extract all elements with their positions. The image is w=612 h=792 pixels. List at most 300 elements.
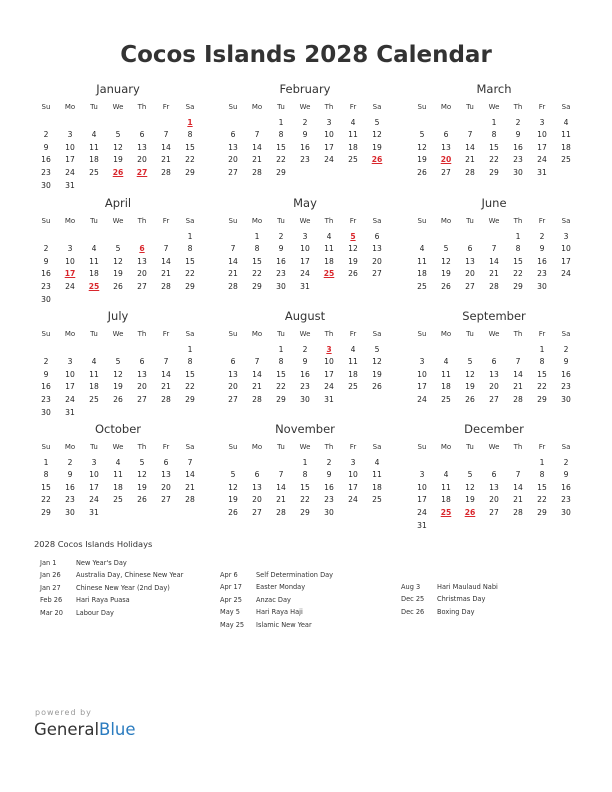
- day-cell: 10: [89, 470, 99, 480]
- day-cell: 12: [113, 142, 123, 152]
- month-name: November: [275, 422, 335, 436]
- day-cell: 27: [441, 167, 451, 177]
- empty-cell: [506, 344, 530, 357]
- day-cell: 16: [300, 369, 310, 379]
- day-cell: 14: [252, 369, 262, 379]
- day-cell: 23: [537, 269, 547, 279]
- day-cell: 9: [278, 244, 284, 254]
- weekday-header: Mo: [251, 330, 263, 338]
- day-cell: 13: [137, 256, 147, 266]
- empty-cell: [410, 457, 434, 470]
- month-january: [34, 82, 202, 192]
- empty-cell: [245, 117, 269, 130]
- holiday-date-label: May 25: [220, 620, 245, 629]
- day-cell: 12: [228, 482, 238, 492]
- holiday-row: [401, 606, 498, 618]
- month-grid: [34, 441, 202, 520]
- holiday-name: Australia Day, Chinese New Year: [76, 571, 184, 580]
- day-cell: 19: [372, 369, 382, 379]
- holiday-name: Boxing Day: [437, 607, 475, 616]
- holiday-date-label: Dec 26: [401, 607, 425, 616]
- day-cell: 17: [417, 495, 427, 505]
- weekday-header: Th: [137, 443, 147, 451]
- day-cell: 5: [115, 130, 121, 140]
- day-cell: 10: [561, 244, 571, 254]
- day-cell: 24: [417, 394, 427, 404]
- day-cell: 22: [537, 382, 547, 392]
- day-cell: 7: [163, 244, 169, 254]
- day-cell: 10: [537, 130, 547, 140]
- day-cell: 24: [324, 382, 334, 392]
- day-cell: 18: [372, 482, 382, 492]
- empty-cell: [34, 231, 58, 244]
- day-cell: 28: [185, 495, 195, 505]
- weekday-header: Tu: [277, 103, 285, 111]
- day-cell: 13: [137, 142, 147, 152]
- day-cell: 8: [43, 470, 49, 480]
- day-cell: 9: [43, 256, 49, 266]
- day-cell: 26: [465, 394, 475, 404]
- weekday-header: Fr: [162, 217, 170, 225]
- month-name: April: [104, 196, 132, 210]
- day-cell: 17: [417, 382, 427, 392]
- day-cell: 15: [513, 256, 523, 266]
- day-cell: 19: [348, 256, 358, 266]
- holiday-date: 6: [139, 244, 145, 254]
- day-cell: 31: [65, 407, 75, 417]
- day-cell: 24: [348, 495, 358, 505]
- day-cell: 23: [561, 495, 571, 505]
- day-cell: 28: [276, 507, 286, 517]
- day-cell: 12: [372, 130, 382, 140]
- empty-cell: [34, 344, 58, 357]
- day-cell: 14: [185, 470, 195, 480]
- day-cell: 25: [561, 155, 571, 165]
- day-cell: 4: [350, 117, 356, 127]
- month-november: [221, 422, 389, 520]
- day-cell: 3: [326, 117, 332, 127]
- day-cell: 9: [43, 369, 49, 379]
- day-cell: 19: [417, 155, 427, 165]
- day-cell: 24: [561, 269, 571, 279]
- day-cell: 12: [441, 256, 451, 266]
- day-cell: 12: [417, 142, 427, 152]
- day-cell: 19: [113, 382, 123, 392]
- day-cell: 5: [467, 357, 473, 367]
- weekday-header: Su: [41, 330, 51, 338]
- logo-general: General: [34, 720, 100, 739]
- day-cell: 11: [113, 470, 123, 480]
- weekday-header: Mo: [251, 443, 263, 451]
- day-cell: 19: [113, 269, 123, 279]
- day-cell: 1: [43, 457, 49, 467]
- holiday-date: 25: [88, 281, 100, 291]
- day-cell: 15: [185, 256, 195, 266]
- holiday-date-label: Jan 26: [40, 571, 61, 580]
- day-cell: 5: [374, 344, 380, 354]
- month-july: [34, 309, 202, 419]
- day-cell: 20: [252, 495, 262, 505]
- empty-cell: [245, 457, 269, 470]
- day-cell: 14: [276, 482, 286, 492]
- day-cell: 23: [324, 495, 334, 505]
- day-cell: 29: [252, 281, 262, 291]
- empty-cell: [82, 344, 106, 357]
- weekday-header: We: [488, 330, 500, 338]
- day-cell: 10: [348, 470, 358, 480]
- day-cell: 30: [65, 507, 75, 517]
- month-grid: [221, 101, 389, 180]
- weekday-header: We: [112, 217, 124, 225]
- day-cell: 6: [139, 130, 145, 140]
- day-cell: 24: [65, 281, 75, 291]
- day-cell: 13: [465, 256, 475, 266]
- day-cell: 27: [137, 394, 147, 404]
- day-cell: 26: [372, 382, 382, 392]
- empty-cell: [58, 231, 82, 244]
- empty-cell: [154, 344, 178, 357]
- day-cell: 15: [300, 482, 310, 492]
- day-cell: 27: [465, 281, 475, 291]
- holiday-row: [220, 619, 333, 631]
- weekday-header: We: [299, 330, 311, 338]
- day-cell: 6: [139, 357, 145, 367]
- day-cell: 23: [41, 394, 51, 404]
- day-cell: 21: [252, 155, 262, 165]
- holiday-name: Hari Raya Haji: [256, 608, 303, 617]
- day-cell: 11: [89, 369, 99, 379]
- day-cell: 13: [228, 142, 238, 152]
- day-cell: 26: [113, 281, 123, 291]
- day-cell: 22: [276, 382, 286, 392]
- day-cell: 6: [443, 130, 449, 140]
- month-march: [410, 82, 578, 180]
- day-cell: 24: [537, 155, 547, 165]
- empty-cell: [410, 231, 434, 244]
- weekday-header: Sa: [561, 103, 571, 111]
- month-grid: [34, 215, 202, 306]
- day-cell: 30: [324, 507, 334, 517]
- empty-cell: [154, 231, 178, 244]
- day-cell: 22: [185, 269, 195, 279]
- holiday-row: [40, 582, 183, 594]
- weekday-header: Fr: [538, 330, 546, 338]
- weekday-header: Fr: [349, 330, 357, 338]
- day-cell: 29: [185, 167, 195, 177]
- weekday-header: Sa: [185, 330, 195, 338]
- empty-cell: [106, 344, 130, 357]
- holiday-date-label: Feb 26: [40, 596, 63, 605]
- day-cell: 7: [515, 470, 521, 480]
- holiday-row: [40, 607, 183, 619]
- day-cell: 11: [348, 357, 358, 367]
- day-cell: 4: [91, 357, 97, 367]
- weekday-header: Th: [137, 330, 147, 338]
- day-cell: 23: [300, 382, 310, 392]
- day-cell: 17: [561, 256, 571, 266]
- empty-cell: [482, 457, 506, 470]
- day-cell: 1: [187, 231, 193, 241]
- weekday-header: We: [299, 103, 311, 111]
- month-august: [221, 309, 389, 407]
- day-cell: 3: [302, 231, 308, 241]
- generalblue-logo: [34, 720, 136, 739]
- weekday-header: Mo: [440, 103, 452, 111]
- weekday-header: Th: [513, 443, 523, 451]
- holiday-name: Hari Maulaud Nabi: [437, 583, 498, 591]
- day-cell: 12: [113, 369, 123, 379]
- weekday-header: Mo: [251, 103, 263, 111]
- weekday-header: Fr: [162, 443, 170, 451]
- day-cell: 16: [300, 142, 310, 152]
- day-cell: 9: [302, 357, 308, 367]
- day-cell: 24: [300, 269, 310, 279]
- holiday-name: Labour Day: [76, 608, 114, 617]
- day-cell: 5: [139, 457, 145, 467]
- day-cell: 14: [252, 142, 262, 152]
- empty-cell: [482, 231, 506, 244]
- weekday-header: Mo: [440, 217, 452, 225]
- day-cell: 6: [491, 357, 497, 367]
- empty-cell: [458, 344, 482, 357]
- day-cell: 20: [372, 256, 382, 266]
- month-name: September: [462, 309, 526, 323]
- day-cell: 29: [513, 281, 523, 291]
- day-cell: 4: [443, 470, 449, 480]
- weekday-header: Fr: [349, 217, 357, 225]
- month-name: July: [107, 309, 129, 323]
- day-cell: 27: [137, 281, 147, 291]
- day-cell: 20: [228, 155, 238, 165]
- day-cell: 24: [417, 507, 427, 517]
- day-cell: 29: [41, 507, 51, 517]
- holiday-date-label: Apr 6: [220, 571, 238, 579]
- month-october: [34, 422, 202, 520]
- empty-cell: [434, 231, 458, 244]
- day-cell: 17: [348, 482, 358, 492]
- empty-cell: [221, 117, 245, 130]
- day-cell: 17: [89, 482, 99, 492]
- day-cell: 7: [515, 357, 521, 367]
- day-cell: 14: [161, 256, 171, 266]
- day-cell: 3: [91, 457, 97, 467]
- day-cell: 21: [465, 155, 475, 165]
- day-cell: 30: [276, 281, 286, 291]
- day-cell: 30: [300, 394, 310, 404]
- day-cell: 2: [563, 457, 569, 467]
- day-cell: 25: [441, 394, 451, 404]
- day-cell: 26: [441, 281, 451, 291]
- day-cell: 18: [561, 142, 571, 152]
- day-cell: 21: [228, 269, 238, 279]
- day-cell: 31: [324, 394, 334, 404]
- day-cell: 12: [348, 244, 358, 254]
- day-cell: 15: [252, 256, 262, 266]
- day-cell: 31: [89, 507, 99, 517]
- day-cell: 20: [137, 269, 147, 279]
- day-cell: 4: [91, 244, 97, 254]
- day-cell: 9: [539, 244, 545, 254]
- day-cell: 31: [537, 167, 547, 177]
- day-cell: 9: [563, 470, 569, 480]
- holiday-date: 26: [112, 167, 124, 177]
- weekday-header: Mo: [64, 443, 76, 451]
- day-cell: 1: [278, 344, 284, 354]
- weekday-header: We: [488, 103, 500, 111]
- day-cell: 29: [185, 394, 195, 404]
- day-cell: 20: [161, 482, 171, 492]
- holiday-date-label: Apr 17: [220, 583, 242, 592]
- day-cell: 3: [419, 357, 425, 367]
- day-cell: 18: [348, 142, 358, 152]
- holiday-column: [401, 581, 498, 618]
- weekday-header: Mo: [64, 330, 76, 338]
- empty-cell: [82, 231, 106, 244]
- weekday-header: Tu: [466, 443, 474, 451]
- day-cell: 21: [185, 482, 195, 492]
- day-cell: 23: [65, 495, 75, 505]
- empty-cell: [130, 344, 154, 357]
- month-april: [34, 196, 202, 306]
- day-cell: 18: [89, 382, 99, 392]
- day-cell: 5: [467, 470, 473, 480]
- day-cell: 4: [115, 457, 121, 467]
- day-cell: 4: [374, 457, 380, 467]
- empty-cell: [458, 117, 482, 130]
- holiday-name: Easter Monday: [256, 583, 306, 592]
- holiday-date: 5: [350, 231, 356, 241]
- day-cell: 15: [185, 142, 195, 152]
- day-cell: 1: [278, 117, 284, 127]
- day-cell: 18: [113, 482, 123, 492]
- day-cell: 8: [187, 244, 193, 254]
- day-cell: 28: [228, 281, 238, 291]
- day-cell: 22: [513, 269, 523, 279]
- weekday-header: Tu: [466, 217, 474, 225]
- month-name: March: [476, 82, 512, 96]
- holiday-name: New Year's Day: [76, 559, 127, 567]
- day-cell: 16: [41, 269, 51, 279]
- day-cell: 18: [441, 382, 451, 392]
- empty-cell: [434, 457, 458, 470]
- day-cell: 29: [185, 281, 195, 291]
- day-cell: 8: [278, 130, 284, 140]
- logo-blue: Blue: [99, 720, 136, 739]
- day-cell: 4: [419, 244, 425, 254]
- day-cell: 6: [254, 470, 260, 480]
- day-cell: 19: [137, 482, 147, 492]
- day-cell: 8: [187, 130, 193, 140]
- empty-cell: [106, 117, 130, 130]
- weekday-header: Tu: [90, 330, 98, 338]
- holiday-name: Anzac Day: [256, 595, 291, 604]
- weekday-header: Th: [324, 330, 334, 338]
- weekday-header: Tu: [277, 443, 285, 451]
- holiday-name: Christmas Day: [437, 595, 486, 604]
- day-cell: 3: [539, 117, 545, 127]
- weekday-header: Mo: [251, 217, 263, 225]
- day-cell: 16: [276, 256, 286, 266]
- holiday-date: 26: [464, 507, 476, 517]
- day-cell: 30: [41, 180, 51, 190]
- day-cell: 11: [89, 256, 99, 266]
- day-cell: 24: [324, 155, 334, 165]
- day-cell: 10: [300, 244, 310, 254]
- month-may: [221, 196, 389, 294]
- day-cell: 23: [513, 155, 523, 165]
- day-cell: 18: [324, 256, 334, 266]
- month-grid: [410, 101, 578, 180]
- day-cell: 6: [230, 357, 236, 367]
- day-cell: 2: [67, 457, 73, 467]
- day-cell: 28: [161, 167, 171, 177]
- day-cell: 7: [467, 130, 473, 140]
- empty-cell: [106, 231, 130, 244]
- page-title: Cocos Islands 2028 Calendar: [120, 42, 492, 68]
- day-cell: 25: [348, 382, 358, 392]
- weekday-header: Sa: [372, 330, 382, 338]
- day-cell: 26: [228, 507, 238, 517]
- weekday-header: Fr: [162, 330, 170, 338]
- day-cell: 2: [326, 457, 332, 467]
- day-cell: 18: [417, 269, 427, 279]
- day-cell: 21: [276, 495, 286, 505]
- day-cell: 26: [417, 167, 427, 177]
- day-cell: 21: [252, 382, 262, 392]
- weekday-header: We: [488, 443, 500, 451]
- month-name: February: [279, 82, 331, 96]
- month-december: [410, 422, 578, 532]
- day-cell: 2: [539, 231, 545, 241]
- weekday-header: Tu: [90, 443, 98, 451]
- weekday-header: Th: [324, 103, 334, 111]
- month-grid: [221, 441, 389, 520]
- empty-cell: [58, 117, 82, 130]
- day-cell: 31: [417, 520, 427, 530]
- day-cell: 9: [43, 142, 49, 152]
- holiday-date-label: Mar 20: [40, 608, 63, 617]
- day-cell: 13: [161, 470, 171, 480]
- day-cell: 27: [372, 269, 382, 279]
- day-cell: 5: [374, 117, 380, 127]
- day-cell: 15: [489, 142, 499, 152]
- day-cell: 30: [41, 294, 51, 304]
- weekday-header: Mo: [64, 217, 76, 225]
- weekday-header: Fr: [349, 103, 357, 111]
- day-cell: 24: [89, 495, 99, 505]
- day-cell: 17: [300, 256, 310, 266]
- month-grid: [34, 101, 202, 192]
- day-cell: 13: [372, 244, 382, 254]
- day-cell: 7: [163, 130, 169, 140]
- weekday-header: We: [112, 330, 124, 338]
- day-cell: 12: [372, 357, 382, 367]
- day-cell: 16: [513, 142, 523, 152]
- day-cell: 13: [489, 369, 499, 379]
- holidays-title: 2028 Cocos Islands Holidays: [34, 539, 153, 549]
- day-cell: 13: [137, 369, 147, 379]
- weekday-header: Mo: [64, 103, 76, 111]
- day-cell: 7: [278, 470, 284, 480]
- weekday-header: Su: [417, 103, 427, 111]
- day-cell: 28: [513, 394, 523, 404]
- holiday-row: [40, 557, 183, 569]
- weekday-header: Sa: [185, 443, 195, 451]
- day-cell: 28: [161, 281, 171, 291]
- month-grid: [410, 441, 578, 532]
- weekday-header: Tu: [90, 217, 98, 225]
- holiday-row: [220, 606, 333, 618]
